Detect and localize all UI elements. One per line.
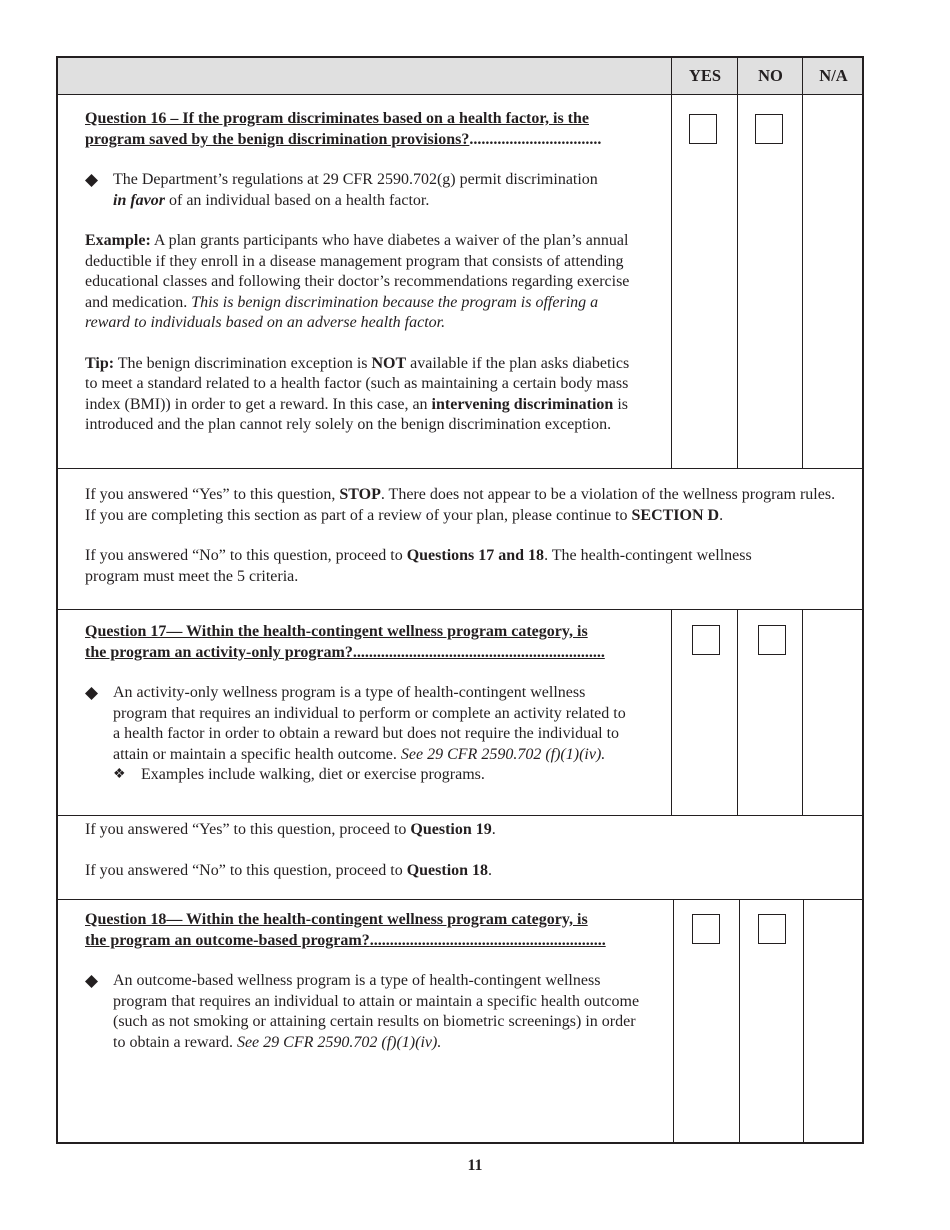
- divider: [803, 899, 804, 1144]
- q18-no-checkbox[interactable]: [758, 914, 786, 944]
- divider: [671, 609, 672, 815]
- question-16-title: Question 16 – If the program discriminates based on a health factor, is the program saved by the benign discrimination provisions?.................................: [85, 110, 602, 148]
- question-17: [85, 622, 650, 786]
- column-header-na: N/A: [819, 66, 848, 85]
- question-16-tip: Tip: The benign discrimination exception is NOT available if the plan asks diabetics to meet a standard related to a health factor (such as maintaining a certain body mass index (BMI)) in order to get a reward. In this case, an intervening discrimination is introduced and the plan cannot rely solely on the benign discrimination exception.: [85, 354, 630, 433]
- question-18: [85, 910, 650, 1053]
- table-header-row: [58, 58, 862, 94]
- divider: [58, 899, 862, 900]
- diamond-bullet-icon: [85, 975, 98, 988]
- checklist-table: [56, 56, 864, 1144]
- divider: [737, 609, 738, 815]
- divider: [58, 609, 862, 610]
- divider: [802, 58, 803, 468]
- question-18-title: Question 18— Within the health-contingent wellness program category, is the program an outcome-based program?...........................................................: [85, 911, 606, 949]
- q17-no-checkbox[interactable]: [758, 625, 786, 655]
- clover-bullet-icon: ❖: [113, 767, 126, 782]
- divider: [58, 468, 862, 469]
- q17-yes-instruction: If you answered “Yes” to this question, proceed to Question 19.: [85, 821, 496, 838]
- divider: [58, 94, 862, 95]
- question-17-bullet: An activity-only wellness program is a type of health-contingent wellness program that requires an individual to perform or complete an activity related to a health factor in order to obtain a reward but does not require the individual to attain or maintain a specific health outcome. See 29 CFR 2590.702 (f)(1)(iv).: [85, 683, 650, 765]
- divider: [58, 815, 862, 816]
- q18-yes-checkbox[interactable]: [692, 914, 720, 944]
- diamond-bullet-icon: [85, 687, 98, 700]
- divider: [737, 58, 738, 468]
- divider: [802, 609, 803, 815]
- divider: [673, 899, 674, 1144]
- question-17-followup: [85, 820, 844, 881]
- q16-yes-checkbox[interactable]: [689, 114, 717, 144]
- question-17-sub-bullet: ❖ Examples include walking, diet or exercise programs.: [85, 765, 650, 786]
- divider: [739, 899, 740, 1144]
- q16-no-checkbox[interactable]: [755, 114, 783, 144]
- question-16-bullet: The Department’s regulations at 29 CFR 2590.702(g) permit discrimination in favor of an individual based on a health factor.: [85, 170, 650, 211]
- divider: [671, 58, 672, 468]
- q17-no-instruction: If you answered “No” to this question, proceed to Question 18.: [85, 861, 493, 879]
- question-16-example: Example: A plan grants participants who have diabetes a waiver of the plan’s annual deductible if they enroll in a disease management program that consists of attending educational classes and following their doctor’s recommendations regarding exercise and medication. This is benign discrimination because the program is offering a reward to individuals based on an adverse health factor.: [85, 232, 630, 331]
- q16-no-instruction: If you answered “No” to this question, proceed to Questions 17 and 18. The health-contingent wellness program must meet the 5 criteria.: [85, 547, 752, 585]
- column-header-no: NO: [758, 66, 783, 85]
- question-16-followup: [85, 485, 844, 587]
- question-16: [85, 109, 650, 436]
- question-18-bullet: An outcome-based wellness program is a type of health-contingent wellness program that requires an individual to attain or maintain a specific health outcome (such as not smoking or attaining certain results on biometric screenings) in order to obtain a reward. See 29 CFR 2590.702 (f)(1)(iv).: [85, 971, 650, 1053]
- diamond-bullet-icon: [85, 174, 98, 187]
- page-number: 11: [467, 1157, 483, 1174]
- question-17-title: Question 17— Within the health-contingent wellness program category, is the program an activity-only program?...............................................................: [85, 623, 605, 661]
- q16-yes-instruction: If you answered “Yes” to this question, STOP. There does not appear to be a violation of the wellness program rules. If you are completing this section as part of a review of your plan, please continue to SECTION D.: [85, 486, 836, 524]
- column-header-yes: YES: [688, 66, 722, 85]
- q17-yes-checkbox[interactable]: [692, 625, 720, 655]
